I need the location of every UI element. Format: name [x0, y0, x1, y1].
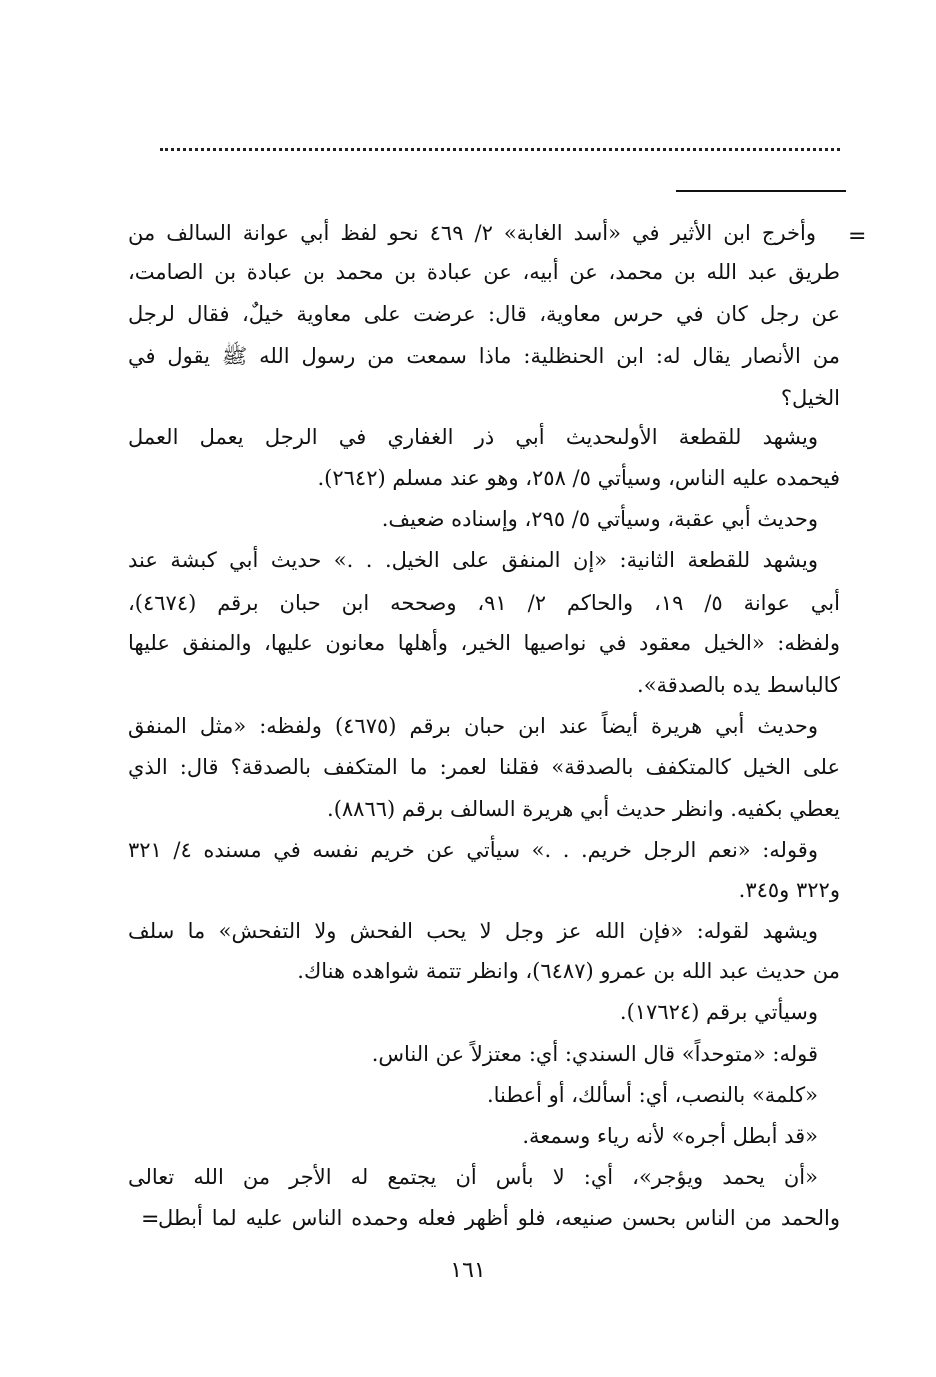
text-line-22: «كلمة» بالنصب، أي: أسألك، أو أعطنا.	[486, 1083, 818, 1107]
text-line-11: ولفظه: «الخيل معقود في نواصيها الخير، وأهلها معانون عليها، والمنفق عليها	[128, 631, 840, 655]
text-line-5: الخيل؟	[780, 386, 840, 410]
text-line-15: يعطي بكفيه. وانظر حديث أبي هريرة السالف برقم (٨٨٦٦).	[327, 797, 840, 821]
text-line-19: من حديث عبد الله بن عمرو (٦٤٨٧)، وانظر تتمة شواهده هناك.	[297, 959, 840, 983]
separator-marker: =	[848, 224, 867, 249]
dotted-separator	[160, 148, 840, 151]
text-line-10: أبي عوانة ٥/ ١٩، والحاكم ٢/ ٩١، وصححه ابن حبان برقم (٤٦٧٤)،	[128, 591, 840, 615]
text-line-16: وقوله: «نعم الرجل خريم. . .» سيأتي عن خريم نفسه في مسنده ٤/ ٣٢١	[128, 838, 818, 862]
text-line-8: وحديث أبي عقبة، وسيأتي ٥/ ٢٩٥، وإسناده ضعيف.	[381, 507, 818, 531]
text-line-14: على الخيل كالمتكفف بالصدقة» فقلنا لعمر: ما المتكفف بالصدقة؟ قال: الذي	[128, 755, 840, 779]
text-line-23: «قد أبطل أجره» لأنه رياء وسمعة.	[522, 1124, 818, 1148]
footnote-rule	[676, 190, 846, 192]
text-line-18: ويشهد لقوله: «فإن الله عز وجل لا يحب الفحش ولا التفحش» ما سلف	[128, 919, 818, 943]
text-line-24: «أن يحمد ويؤجر»، أي: لا بأس أن يجتمع له الأجر من الله تعالى	[128, 1165, 818, 1189]
text-line-20: وسيأتي برقم (١٧٦٢٤).	[619, 1000, 818, 1024]
text-line-13: وحديث أبي هريرة أيضاً عند ابن حبان برقم (٤٦٧٥) ولفظه: «مثل المنفق	[128, 714, 818, 738]
text-line-12: كالباسط يده بالصدقة».	[637, 673, 840, 697]
text-line-17: و٣٢٢ و٣٤٥.	[738, 878, 840, 902]
text-line-4: من الأنصار يقال له: ابن الحنظلية: ماذا سمعت من رسول الله ﷺ يقول في	[128, 344, 840, 368]
text-line-9: ويشهد للقطعة الثانية: «إن المنفق على الخيل. . .» حديث أبي كبشة عند	[128, 548, 818, 572]
continuation-marker: =	[141, 1207, 160, 1232]
text-line-1: وأخرج ابن الأثير في «أسد الغابة» ٢/ ٤٦٩ نحو لفظ أبي عوانة السالف من	[128, 221, 816, 245]
text-line-7: فيحمده عليه الناس، وسيأتي ٥/ ٢٥٨، وهو عند مسلم (٢٦٤٢).	[317, 466, 840, 490]
text-line-21: قوله: «متوحداً» قال السندي: أي: معتزلاً عن الناس.	[371, 1042, 818, 1066]
text-line-6: ويشهد للقطعة الأولىحديث أبي ذر الغفاري في الرجل يعمل العمل	[128, 425, 818, 449]
text-line-2: طريق عبد الله بن محمد، عن أبيه، عن عبادة بن محمد بن عبادة بن الصامت،	[128, 260, 840, 284]
text-line-3: عن رجل كان في حرس معاوية، قال: عرضت على معاوية خيلٌ، فقال لرجل	[128, 302, 840, 326]
text-line-25: والحمد من الناس بحسن صنيعه، فلو أظهر فعله وحمده الناس عليه لما أبطل	[158, 1206, 840, 1230]
page-number: ١٦١	[450, 1258, 486, 1283]
